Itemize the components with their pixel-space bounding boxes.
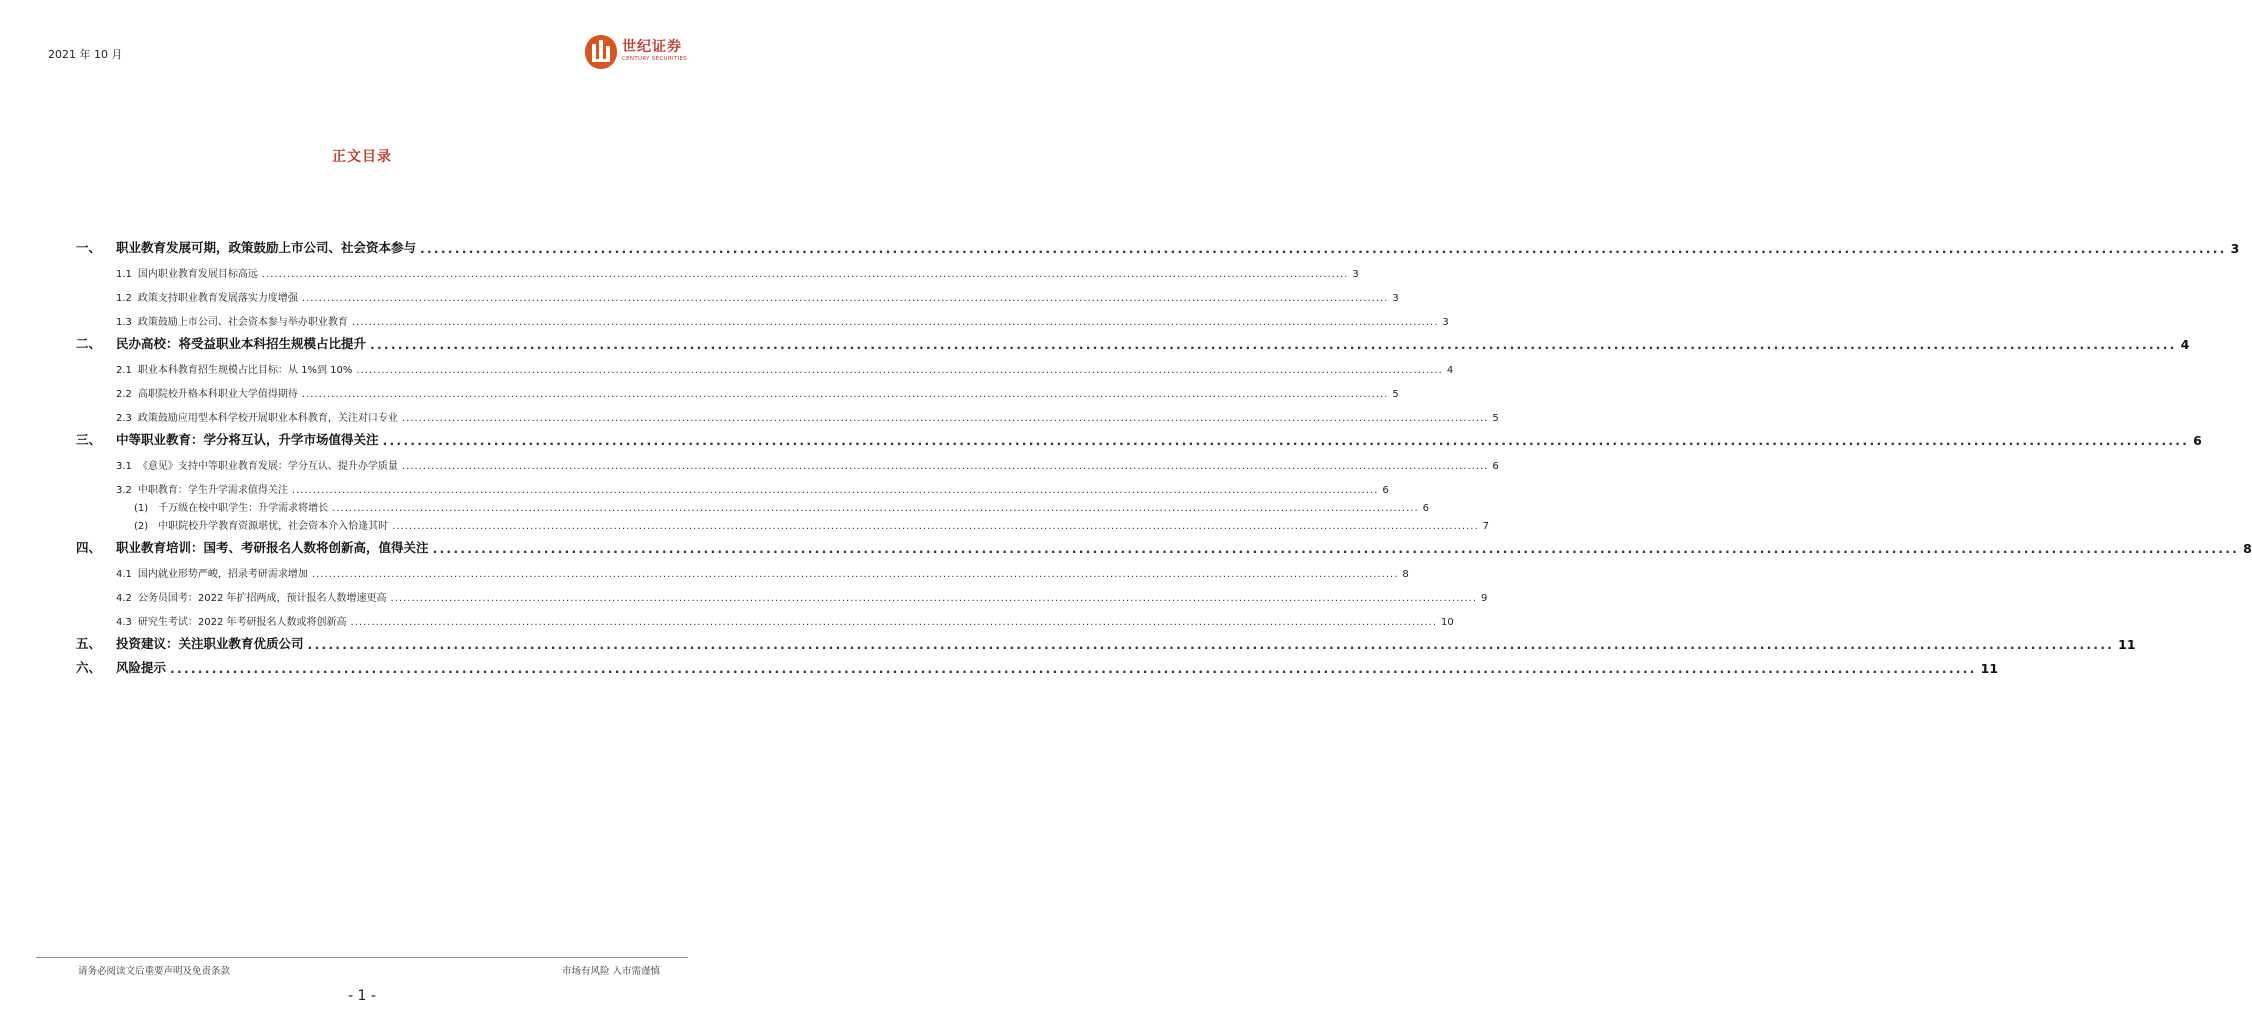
toc-entry-page: 10 [1441,617,1454,628]
toc-entry-number: 3.1 [116,461,132,472]
toc-entry-page: 7 [1482,521,1490,532]
toc-entry-level-2[interactable] [76,472,1389,496]
toc-entry-title: 职业本科教育招生规模占比目标：从 1%到 10% [137,365,353,376]
toc-entry-title: 中等职业教育：学分将互认，升学市场值得关注 [116,432,379,447]
toc-entry-title: 高职院校升格本科职业大学值得期待 [137,389,298,400]
toc-entry-page: 8 [2243,541,2252,556]
toc-entry-title: 千万级在校中职学生：升学需求将增长 [158,503,329,514]
toc-entry-level-1[interactable] [76,628,2136,652]
toc-entry-page: 4 [2180,337,2190,352]
toc-dot-leader: .................................................................................................................................................................................................................................................................... [382,433,2190,448]
toc-entry-page: 11 [1980,661,1999,676]
toc-entry-number: 2.2 [116,389,132,400]
toc-entry-level-1[interactable] [76,652,1999,676]
toc-entry-number: 4.2 [116,593,132,604]
toc-dot-leader: .................................................................................................................................................................................................................................................................... [432,541,2240,556]
toc-dot-leader: .................................................................................................................................................................................................................................................................... [301,293,1389,304]
toc-entry-title: 民办高校：将受益职业本科招生规模占比提升 [116,336,367,351]
toc-entry-number: (1) [134,503,149,514]
toc-entry-page: 6 [1382,485,1389,496]
toc-entry-level-1[interactable] [76,424,2202,448]
toc-entry-number: 4.3 [116,617,132,628]
toc-entry-number: 一、 [76,240,102,255]
toc-entry-level-3[interactable] [76,496,1430,514]
toc-entry-page: 11 [2118,637,2136,652]
toc-dot-leader: .................................................................................................................................................................................................................................................................... [420,241,2227,256]
toc-dot-leader: .................................................................................................................................................................................................................................................................... [301,389,1389,400]
toc-dot-leader: .................................................................................................................................................................................................................................................................... [351,317,1439,328]
toc-entry-level-1[interactable] [76,532,2252,556]
toc-dot-leader: .................................................................................................................................................................................................................................................................... [350,617,1438,628]
toc-entry-number: 四、 [76,540,102,555]
century-securities-logo-icon [584,34,618,70]
toc-entry-level-2[interactable] [76,376,1399,400]
toc-entry-number: 3.2 [116,485,132,496]
toc-entry-page: 8 [1402,569,1409,580]
toc-entry-title: 投资建议：关注职业教育优质公司 [116,636,304,651]
toc-entry-number: 2.3 [116,413,132,424]
toc-entry-level-2[interactable] [76,256,1359,280]
toc-entry-level-2[interactable] [76,400,1499,424]
toc-entry-page: 3 [2230,241,2240,256]
toc-entry-page: 3 [1392,293,1399,304]
toc-dot-leader: .................................................................................................................................................................................................................................................................... [170,661,1977,676]
toc-title: 正文目录 [332,149,392,165]
toc-dot-leader: .................................................................................................................................................................................................................................................................... [261,269,1349,280]
toc-entry-number: 1.2 [116,293,132,304]
toc-entry-number: (2) [134,521,149,532]
toc-entry-page: 6 [1492,461,1499,472]
toc-entry-number: 五、 [76,636,102,651]
toc-entry-number: 二、 [76,336,102,351]
toc-entry-title: 政策支持职业教育发展落实力度增强 [137,293,298,304]
toc-entry-page: 4 [1446,365,1454,376]
toc-entry-level-2[interactable] [76,448,1499,472]
toc-entry-title: 政策鼓励上市公司、社会资本参与举办职业教育 [137,317,348,328]
toc-entry-title: 中职院校升学教育资源堪忧，社会资本介入恰逢其时 [158,521,389,532]
toc-entry-title: 研究生考试：2022 年考研报名人数或将创新高 [137,617,347,628]
toc-entry-number: 4.1 [116,569,132,580]
logo-english-name: CENTURY SECURITIES [622,56,688,62]
toc-entry-level-2[interactable] [76,352,1454,376]
toc-entry-title: 政策鼓励应用型本科学校开展职业本科教育，关注对口专业 [137,413,398,424]
toc-entry-title: 职业教育发展可期，政策鼓励上市公司、社会资本参与 [116,240,417,255]
toc-entry-number: 2.1 [116,365,132,376]
toc-dot-leader: .................................................................................................................................................................................................................................................................... [401,413,1489,424]
toc-dot-leader: .................................................................................................................................................................................................................................................................... [291,485,1379,496]
toc-entry-number: 1.1 [116,269,132,280]
toc-dot-leader: .................................................................................................................................................................................................................................................................... [311,569,1399,580]
toc-entry-level-2[interactable] [76,604,1454,628]
toc-entry-title: 中职教育：学生升学需求值得关注 [137,485,288,496]
company-logo [584,34,694,74]
toc-entry-title: 风险提示 [116,660,167,675]
toc-entry-number: 三、 [76,432,102,447]
toc-entry-page: 3 [1352,269,1359,280]
toc-entry-page: 3 [1442,317,1449,328]
footer-disclaimer: 请务必阅读文后重要声明及免责条款 [78,966,231,977]
toc-entry-level-2[interactable] [76,580,1488,604]
footer-divider [36,957,688,958]
logo-chinese-name: 世纪证券 [622,39,682,55]
toc-entry-title: 国内就业形势严峻，招录考研需求增加 [137,569,308,580]
toc-dot-leader: .................................................................................................................................................................................................................................................................... [390,593,1478,604]
toc-entry-level-2[interactable] [76,556,1409,580]
toc-entry-page: 6 [1422,503,1430,514]
toc-entry-level-3[interactable] [76,514,1490,532]
report-date: 2021 年 10 月 [48,48,123,61]
toc-dot-leader: .................................................................................................................................................................................................................................................................... [370,337,2177,352]
toc-entry-level-1[interactable] [76,232,2240,256]
toc-entry-page: 5 [1492,413,1499,424]
footer-risk-warning: 市场有风险 入市需谨慎 [561,966,660,977]
toc-entry-level-1[interactable] [76,328,2190,352]
toc-dot-leader: .................................................................................................................................................................................................................................................................... [307,637,2115,652]
toc-dot-leader: .................................................................................................................................................................................................................................................................... [332,503,1419,514]
toc-entry-title: 《意见》支持中等职业教育发展：学分互认、提升办学质量 [137,461,398,472]
toc-entry-number: 1.3 [116,317,132,328]
toc-entry-title: 国内职业教育发展目标高远 [137,269,258,280]
toc-dot-leader: .................................................................................................................................................................................................................................................................... [401,461,1489,472]
toc-entry-title: 职业教育培训：国考、考研报名人数将创新高，值得关注 [116,540,429,555]
toc-entry-page: 5 [1392,389,1399,400]
toc-entry-level-2[interactable] [76,304,1449,328]
toc-entry-title: 公务员国考：2022 年扩招两成，预计报名人数增速更高 [137,593,387,604]
toc-dot-leader: .................................................................................................................................................................................................................................................................... [392,521,1479,532]
table-of-contents [76,232,2252,676]
toc-entry-number: 六、 [76,660,102,675]
toc-entry-page: 9 [1481,593,1488,604]
page-number: - 1 - [348,988,376,1004]
toc-entry-level-2[interactable] [76,280,1399,304]
toc-entry-page: 6 [2193,433,2202,448]
toc-dot-leader: .................................................................................................................................................................................................................................................................... [356,365,1443,376]
